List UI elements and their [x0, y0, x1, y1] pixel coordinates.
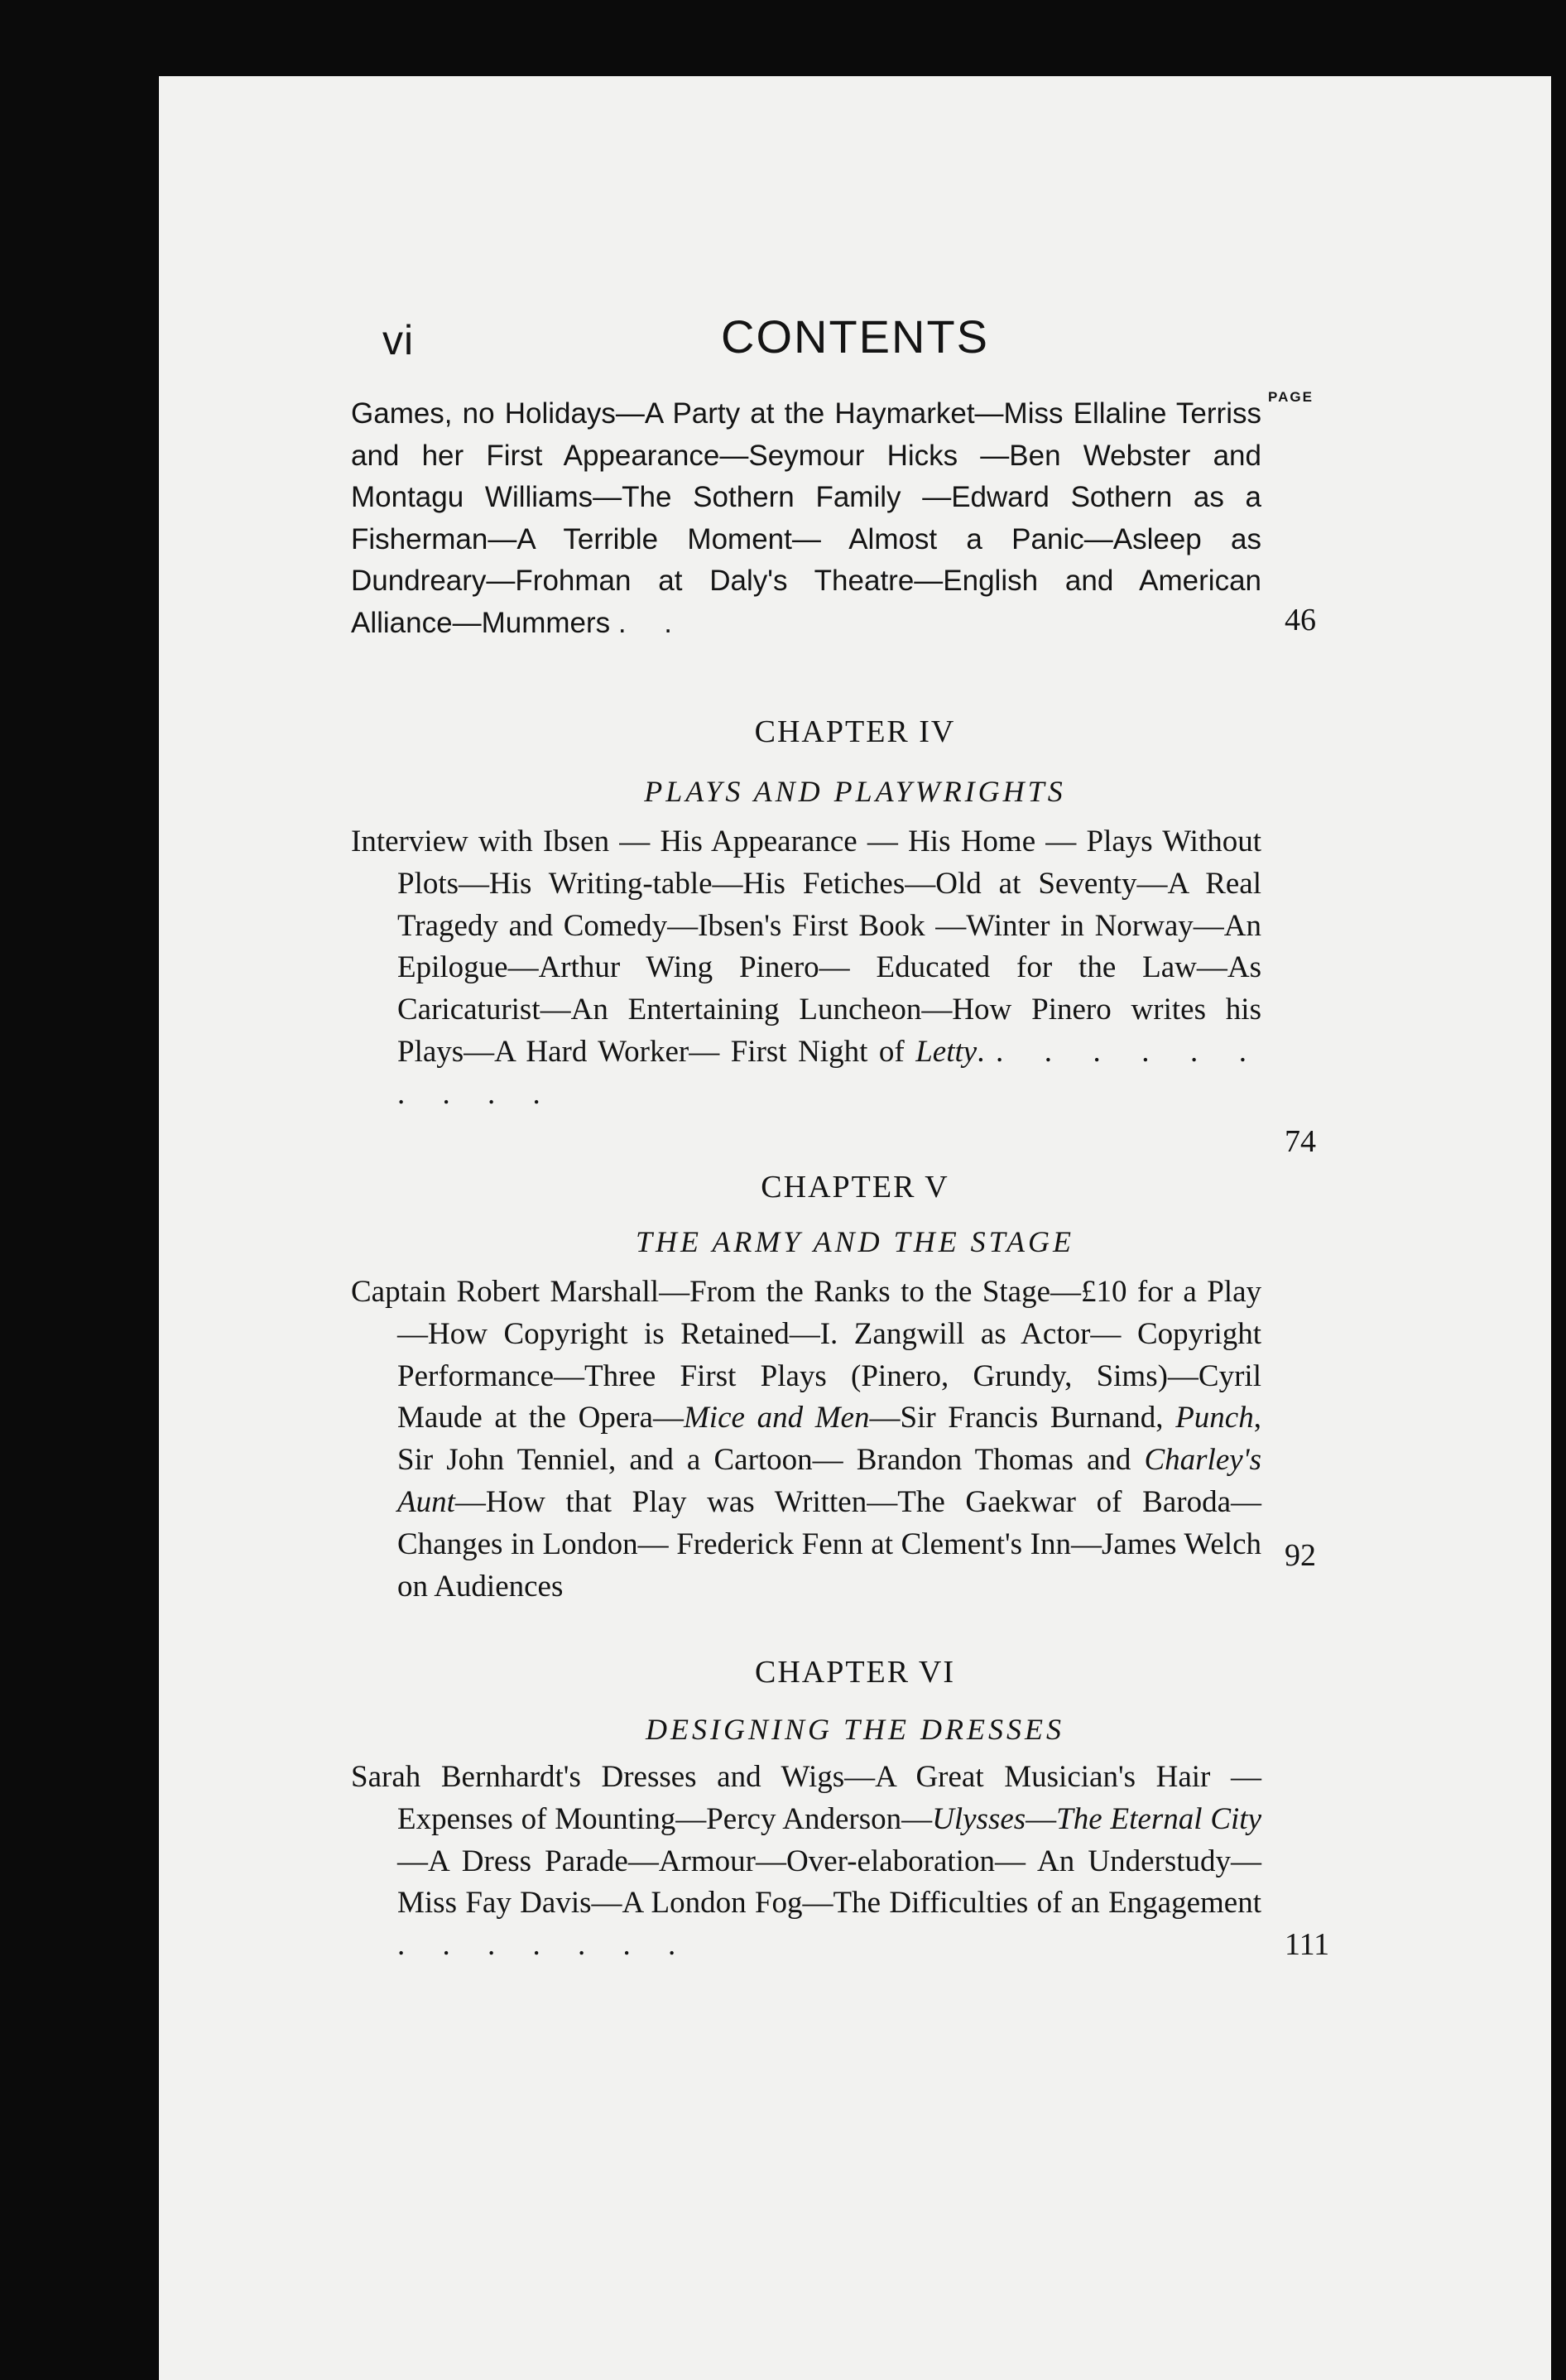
chapter3-leaders: . . — [617, 606, 688, 639]
chapter5-text-3: , Sir John Tenniel, and a Cartoon— Brandon Thomas and — [397, 1401, 1261, 1478]
chapter5-title: THE ARMY AND THE STAGE — [635, 1225, 1075, 1258]
chapter6-text-1: Sarah Bernhardt's Dresses and Wigs—A Great Musician's Hair —Expenses of Mounting—Percy Anderson— — [351, 1760, 1261, 1836]
chapter4-page-number: 74 — [1285, 1124, 1316, 1159]
chapter5-text-4: —How that Play was Written—The Gaekwar of Baroda—Changes in London— Frederick Fenn at Clement's Inn—James Welch on Audiences — [397, 1484, 1261, 1603]
chapter5-italic-1: Mice and Men — [683, 1401, 870, 1435]
chapter6-heading: CHAPTER VI — [754, 1655, 956, 1690]
chapter6-page-number: 111 — [1285, 1927, 1330, 1962]
chapter5-italic-3: Charley's Aunt — [397, 1443, 1261, 1519]
chapter6-summary — [351, 1757, 1261, 1967]
chapter4-leaders: . . . . . . . . . . — [397, 1034, 1262, 1111]
page-title: CONTENTS — [721, 310, 989, 363]
chapter6-text-3: —A Dress Parade—Armour—Over-elaboration— An Understudy—Miss Fay Davis—A London Fog—The Difficulties of an Engagement — [397, 1844, 1261, 1921]
chapter5-heading: CHAPTER V — [761, 1170, 949, 1204]
chapter5-italic-2: Punch — [1175, 1401, 1254, 1435]
book-page — [159, 76, 1551, 2380]
chapter6-italic-1: Ulysses — [932, 1801, 1026, 1836]
chapter4-heading: CHAPTER IV — [754, 714, 956, 749]
chapter5-summary — [351, 1272, 1261, 1608]
chapter3-page-number: 46 — [1285, 603, 1316, 637]
chapter4-title: PLAYS AND PLAYWRIGHTS — [644, 775, 1066, 808]
chapter5-text-1: Captain Robert Marshall—From the Ranks to the Stage—£10 for a Play—How Copyright is Retained—I. Zangwill as Actor— Copyright Performance—Three First Plays (Pinero, Grundy, Sims)—Cyril Maude at the Opera— — [351, 1275, 1261, 1435]
chapter4-italic-title: Letty — [915, 1034, 978, 1069]
page-column-label: PAGE — [1268, 389, 1314, 405]
chapter3-summary — [351, 393, 1261, 644]
chapter6-italic-2: The Eternal City — [1056, 1801, 1261, 1836]
chapter6-title: DESIGNING THE DRESSES — [646, 1713, 1064, 1746]
folio-number: vi — [382, 317, 415, 363]
chapter4-text-end: . — [977, 1034, 985, 1069]
chapter6-leaders: . . . . . . . — [397, 1928, 691, 1963]
chapter5-text-2: —Sir Francis Burnand, — [869, 1401, 1176, 1435]
chapter3-text: Games, no Holidays—A Party at the Haymarket—Miss Ellaline Terriss and her First Appearance—Seymour Hicks —Ben Webster and Montagu Williams—The Sothern Family —Edward Sothern as a Fisherman—A Terrible Moment— Almost a Panic—Asleep as Dundreary—Frohman at Daly's Theatre—English and American Alliance—Mummers — [351, 397, 1261, 639]
chapter4-summary — [351, 821, 1261, 1116]
chapter4-text: Interview with Ibsen — His Appearance — His Home — Plays Without Plots—His Writing-table—His Fetiches—Old at Seventy—A Real Tragedy and Comedy—Ibsen's First Book —Winter in Norway—An Epilogue—Arthur Wing Pinero— Educated for the Law—As Caricaturist—An Entertaining Luncheon—How Pinero writes his Plays—A Hard Worker— First Night of — [351, 825, 1261, 1069]
running-header — [159, 308, 1551, 391]
chapter5-page-number: 92 — [1285, 1538, 1316, 1573]
chapter6-text-2: — — [1026, 1801, 1057, 1836]
